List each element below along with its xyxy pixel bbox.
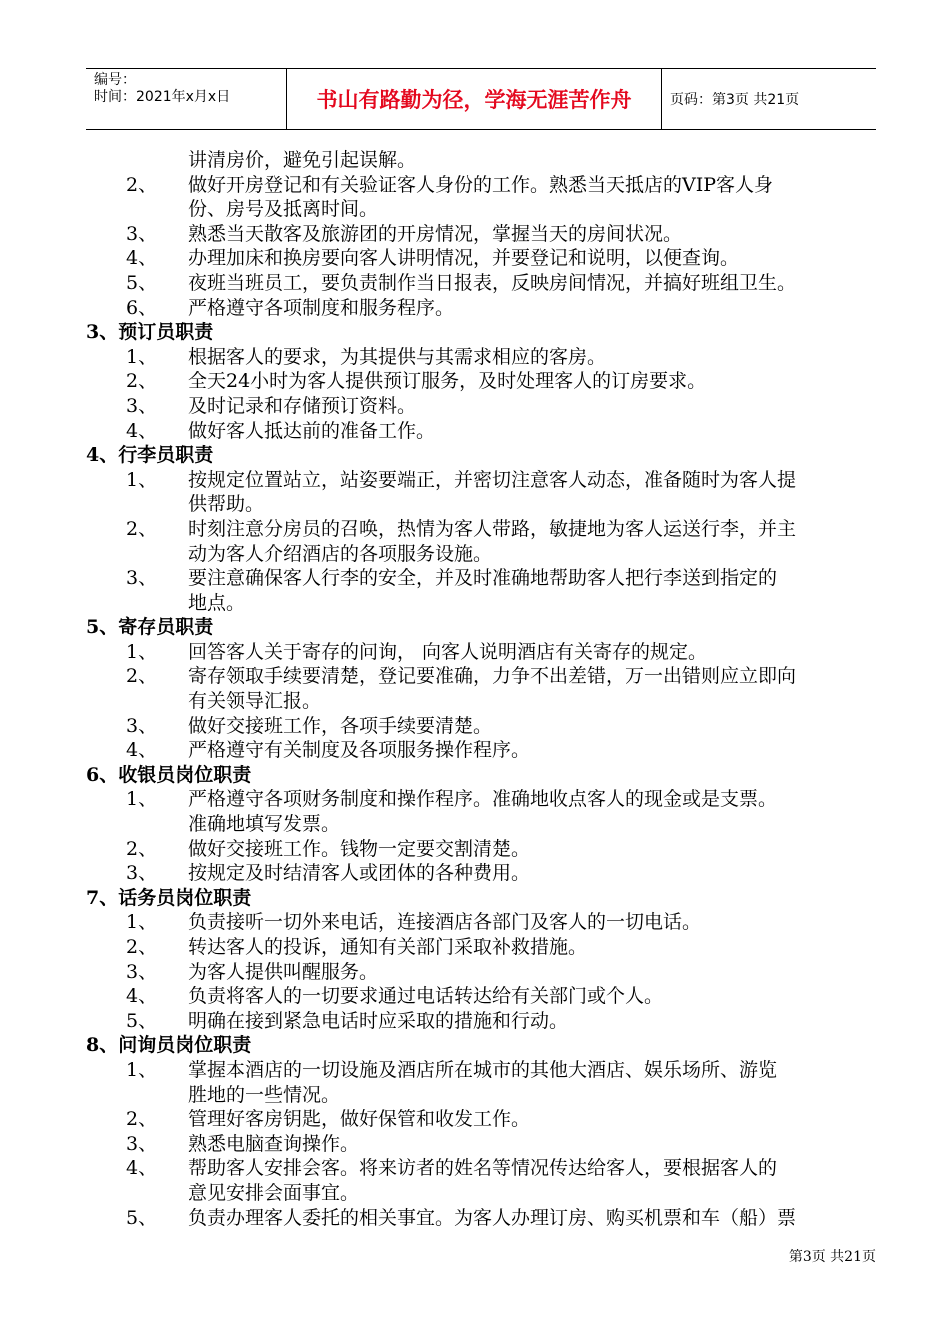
header-motto: 书山有路勤为径，学海无涯苦作舟 [287, 69, 662, 129]
list-item-text: 供帮助。 [188, 493, 265, 516]
list-item-number: 3、 [126, 222, 158, 245]
list-item [86, 296, 876, 321]
list-item-text: 做好交接班工作。钱物一定要交割清楚。 [188, 837, 531, 860]
list-item [86, 1058, 876, 1083]
header-page-info: 页码：第3页 共21页 [670, 92, 800, 108]
list-item [86, 935, 876, 960]
section-heading [86, 763, 876, 788]
list-item-number: 1、 [126, 640, 158, 663]
section-title: 4、行李员职责 [86, 444, 214, 467]
section-title: 8、问询员岗位职责 [86, 1034, 252, 1057]
list-item-text: 寄存领取手续要清楚，登记要准确，力争不出差错，万一出错则应立即向 [188, 665, 797, 688]
list-item [86, 517, 876, 542]
document-body [86, 148, 876, 1230]
list-item-text: 按规定及时结清客人或团体的各种费用。 [188, 862, 531, 885]
list-item-text: 意见安排会面事宜。 [188, 1181, 360, 1204]
list-item [86, 394, 876, 419]
list-item-text: 负责接听一切外来电话，连接酒店各部门及客人的一切电话。 [188, 911, 702, 934]
section-heading [86, 443, 876, 468]
section-heading [86, 615, 876, 640]
page-header [86, 68, 876, 130]
list-item-text: 转达客人的投诉，通知有关部门采取补救措施。 [188, 936, 588, 958]
list-item-text: 夜班当班员工，要负责制作当日报表，反映房间情况，并搞好班组卫生。 [188, 271, 797, 294]
list-item-text: 负责将客人的一切要求通过电话转达给有关部门或个人。 [188, 985, 664, 1008]
list-item-number: 5、 [126, 1009, 158, 1032]
list-item [86, 173, 876, 198]
list-item-number: 2、 [126, 517, 158, 540]
list-item-number: 1、 [126, 345, 158, 368]
list-item-number: 1、 [126, 1058, 158, 1081]
list-item-text: 负责办理客人委托的相关事宜。为客人办理订房、购买机票和车（船）票 [188, 1206, 797, 1229]
list-item-number: 1、 [126, 788, 158, 811]
list-item [86, 1009, 876, 1034]
list-item-number: 4、 [126, 419, 158, 442]
list-item-text: 严格遵守各项制度和服务程序。 [188, 296, 455, 319]
list-item [86, 837, 876, 862]
list-item-continuation [86, 591, 876, 616]
list-item-text: 时刻注意分房员的召唤，热情为客人带路，敏捷地为客人运送行李，并主 [188, 517, 797, 540]
list-item-number: 2、 [126, 370, 158, 393]
page-footer: 第3页 共21页 [788, 1249, 876, 1265]
list-item [86, 1107, 876, 1132]
list-item-continuation [86, 812, 876, 837]
list-item-text: 为客人提供叫醒服务。 [188, 960, 379, 983]
list-item-continuation [86, 1181, 876, 1206]
list-item-text: 办理加床和换房要向客人讲明情况，并要登记和说明，以便查询。 [188, 247, 740, 270]
list-item-text: 动为客人介绍酒店的各项服务设施。 [188, 542, 493, 565]
list-item [86, 861, 876, 886]
list-item-continuation [86, 1083, 876, 1108]
list-item-text: 严格遵守各项财务制度和操作程序。准确地收点客人的现金或是支票。 [188, 788, 778, 811]
list-item-number: 2、 [126, 837, 158, 860]
list-item [86, 714, 876, 739]
section-heading [86, 886, 876, 911]
list-item-number: 2、 [126, 173, 158, 196]
list-item-text: 准确地填写发票。 [188, 813, 341, 836]
list-item [86, 738, 876, 763]
list-item-number: 4、 [126, 1157, 158, 1180]
list-item-text: 做好交接班工作，各项手续要清楚。 [188, 714, 493, 737]
list-item-number: 3、 [126, 394, 158, 417]
list-item-text: 地点。 [188, 591, 246, 614]
list-item-text: 熟悉当天散客及旅游团的开房情况，掌握当天的房间状况。 [188, 222, 683, 245]
list-item-number: 3、 [126, 714, 158, 737]
list-item [86, 271, 876, 296]
section-title: 3、预订员职责 [86, 321, 214, 344]
list-item [86, 369, 876, 394]
list-item-text: 做好开房登记和有关验证客人身份的工作。熟悉当天抵店的VIP客人身 [188, 173, 774, 196]
list-item-text: 严格遵守有关制度及各项服务操作程序。 [188, 739, 531, 762]
list-item-continuation [86, 689, 876, 714]
list-item-number: 2、 [126, 936, 158, 958]
list-item-number: 3、 [126, 960, 158, 983]
list-item-continuation [86, 492, 876, 517]
list-item-text: 要注意确保客人行李的安全，并及时准确地帮助客人把行李送到指定的 [188, 567, 778, 590]
list-item-number: 3、 [126, 862, 158, 885]
list-item [86, 468, 876, 493]
list-item-number: 2、 [126, 1108, 158, 1131]
list-item-number: 1、 [126, 911, 158, 934]
list-item [86, 787, 876, 812]
list-item [86, 640, 876, 665]
list-item-number: 5、 [126, 1206, 158, 1229]
list-item-text: 全天24小时为客人提供预订服务，及时处理客人的订房要求。 [188, 370, 707, 393]
list-item-number: 1、 [126, 468, 158, 491]
section-title: 5、寄存员职责 [86, 616, 214, 639]
list-item-number: 6、 [126, 296, 158, 319]
list-item [86, 960, 876, 985]
list-item-continuation [86, 148, 876, 173]
list-item [86, 566, 876, 591]
list-item-number: 4、 [126, 247, 158, 270]
list-item [86, 1132, 876, 1157]
list-item-text: 管理好客房钥匙，做好保管和收发工作。 [188, 1108, 531, 1131]
list-item-continuation [86, 542, 876, 567]
list-item [86, 419, 876, 444]
list-item-number: 4、 [126, 985, 158, 1008]
list-item [86, 984, 876, 1009]
section-heading [86, 1033, 876, 1058]
list-item-text: 根据客人的要求，为其提供与其需求相应的客房。 [188, 345, 607, 368]
list-item [86, 345, 876, 370]
header-meta [86, 69, 287, 129]
list-item-number: 2、 [126, 665, 158, 688]
section-title: 6、收银员岗位职责 [86, 763, 252, 786]
list-item-number: 5、 [126, 271, 158, 294]
list-item [86, 1156, 876, 1181]
list-item [86, 1206, 876, 1231]
list-item-text: 份、房号及抵离时间。 [188, 198, 379, 221]
list-item-text: 明确在接到紧急电话时应采取的措施和行动。 [188, 1009, 569, 1032]
list-item [86, 910, 876, 935]
list-item-number: 4、 [126, 739, 158, 762]
list-item-text: 胜地的一些情况。 [188, 1083, 341, 1106]
list-item-continuation [86, 197, 876, 222]
list-item-text: 熟悉电脑查询操作。 [188, 1132, 360, 1155]
section-heading [86, 320, 876, 345]
list-item-text: 有关领导汇报。 [188, 690, 322, 713]
list-item-text: 及时记录和存储预订资料。 [188, 394, 417, 417]
list-item-text: 帮助客人安排会客。将来访者的姓名等情况传达给客人，要根据客人的 [188, 1157, 778, 1180]
section-title: 7、话务员岗位职责 [86, 886, 252, 909]
list-item [86, 246, 876, 271]
list-item-text: 讲清房价，避免引起误解。 [188, 149, 417, 171]
document-code-label: 编号： [94, 72, 136, 88]
list-item-number: 3、 [126, 567, 158, 590]
list-item-text: 回答客人关于寄存的问询， 向客人说明酒店有关寄存的规定。 [188, 640, 708, 663]
list-item [86, 222, 876, 247]
list-item [86, 664, 876, 689]
document-date: 时间：2021年x月x日 [94, 89, 231, 105]
list-item-text: 掌握本酒店的一切设施及酒店所在城市的其他大酒店、娱乐场所、游览 [188, 1058, 778, 1081]
list-item-text: 按规定位置站立，站姿要端正，并密切注意客人动态，准备随时为客人提 [188, 468, 797, 491]
list-item-number: 3、 [126, 1132, 158, 1155]
list-item-text: 做好客人抵达前的准备工作。 [188, 419, 436, 442]
